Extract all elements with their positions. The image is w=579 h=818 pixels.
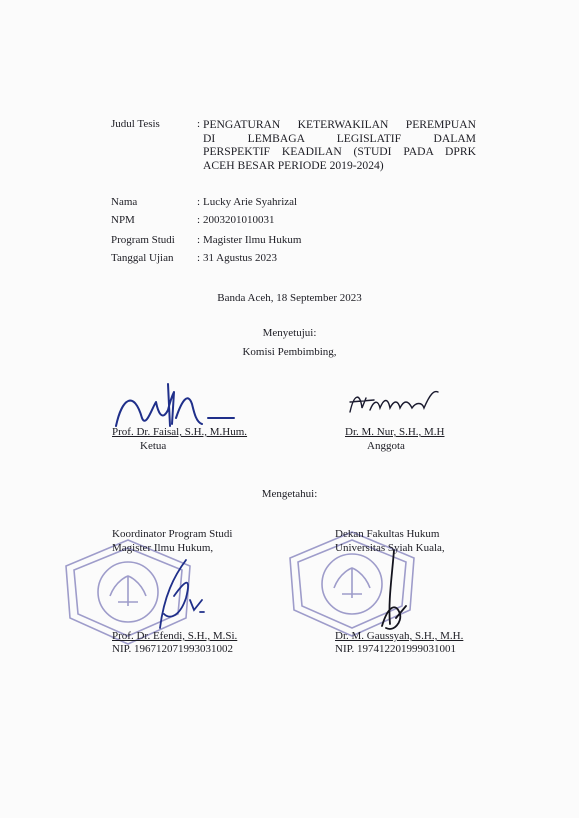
field-value-npm: 2003201010031 bbox=[203, 214, 275, 226]
title-line-4: ACEH BESAR PERIODE 2019-2024) bbox=[203, 158, 384, 172]
supervisor2-name: Dr. M. Nur, S.H., M.H bbox=[345, 426, 445, 438]
coordinator-nip: NIP. 196712071993031002 bbox=[112, 643, 234, 655]
title-line-1: PENGATURAN KETERWAKILAN PEREMPUAN bbox=[203, 118, 476, 131]
approval-heading: Menyetujui: bbox=[262, 327, 317, 339]
field-label-exam-date: Tanggal Ujian bbox=[111, 252, 174, 264]
field-colon: : bbox=[197, 214, 201, 226]
field-colon: : bbox=[197, 196, 201, 208]
coordinator-name: Prof. Dr. Efendi, S.H., M.Si. bbox=[112, 630, 238, 642]
title-colon: : bbox=[197, 118, 201, 130]
title-label: Judul Tesis bbox=[111, 118, 160, 130]
signature-supervisor2-icon bbox=[346, 388, 446, 418]
title-line-3: PERSPEKTIF KEADILAN (STUDI PADA DPRK bbox=[203, 145, 476, 158]
supervisor1-name: Prof. Dr. Faisal, S.H., M.Hum. bbox=[112, 426, 248, 438]
dean-nip: NIP. 197412201999031001 bbox=[335, 643, 457, 655]
acknowledgment-heading: Mengetahui: bbox=[261, 488, 318, 500]
field-value-exam-date: 31 Agustus 2023 bbox=[203, 252, 277, 264]
field-value-program: Magister Ilmu Hukum bbox=[203, 234, 302, 246]
signature-coordinator-icon bbox=[150, 556, 220, 636]
field-label-name: Nama bbox=[111, 196, 138, 208]
field-label-program: Program Studi bbox=[111, 234, 175, 246]
approval-subheading: Komisi Pembimbing, bbox=[242, 346, 337, 358]
thesis-title bbox=[203, 118, 476, 172]
place-date: Banda Aceh, 18 September 2023 bbox=[217, 292, 362, 304]
title-line-2: DI LEMBAGA LEGISLATIF DALAM bbox=[203, 131, 476, 145]
coordinator-title-line1: Koordinator Program Studi bbox=[112, 528, 233, 540]
signature-dean-icon bbox=[374, 546, 414, 638]
field-colon: : bbox=[197, 234, 201, 246]
field-colon: : bbox=[197, 252, 201, 264]
dean-title-line2: Universitas Syiah Kuala, bbox=[335, 542, 445, 554]
supervisor1-role: Ketua bbox=[140, 440, 167, 452]
dean-name: Dr. M. Gaussyah, S.H., M.H. bbox=[335, 630, 464, 642]
coordinator-title-line2: Magister Ilmu Hukum, bbox=[112, 542, 214, 554]
field-value-name: Lucky Arie Syahrizal bbox=[203, 196, 298, 208]
dean-title-line1: Dekan Fakultas Hukum bbox=[335, 528, 440, 540]
supervisor2-role: Anggota bbox=[367, 440, 405, 452]
field-label-npm: NPM bbox=[111, 214, 135, 226]
